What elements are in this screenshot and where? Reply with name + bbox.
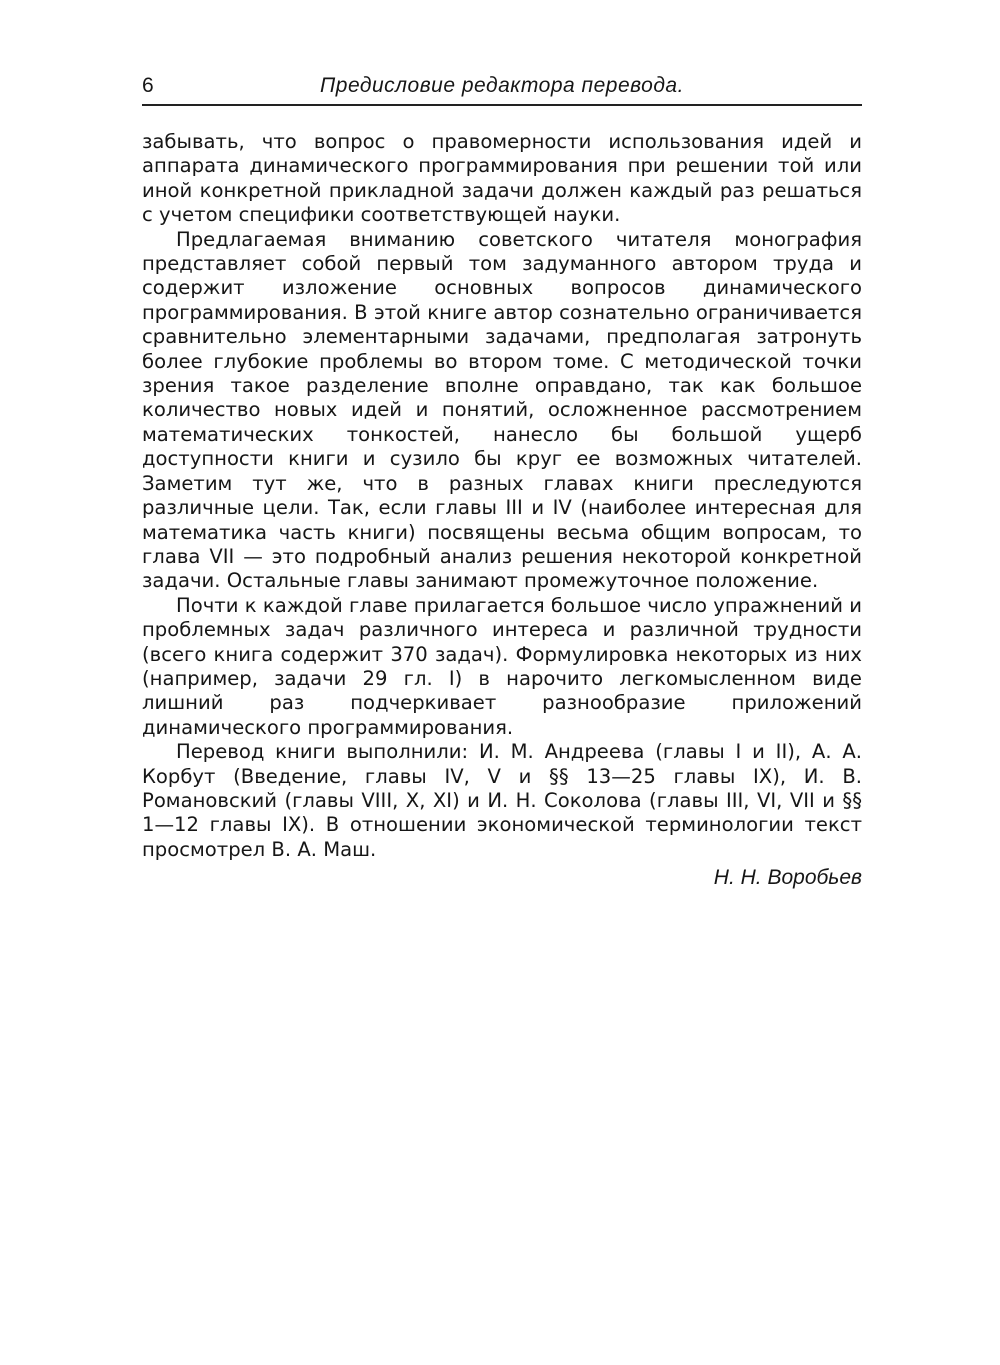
page-number: 6 — [142, 74, 154, 97]
page — [142, 70, 862, 890]
signature: Н. Н. Воробьев — [713, 866, 862, 890]
paragraph-3: Почти к каждой главе прилагается большое число упражнений и проблемных задач различного интереса и различной трудности (всего книга содержит 370 задач). Формулировка некоторых из них (например, задачи 29 гл. I) в нарочито легкомысленном виде лишний раз подчеркивает разнообразие приложений динамического программирования. — [142, 593, 862, 739]
paragraph-1: забывать, что вопрос о правомерности использования идей и аппарата динамического программирования при решении той или иной конкретной прикладной задачи должен каждый раз решаться с учетом специфики соответствующей науки. — [142, 130, 862, 227]
header-rule — [142, 104, 862, 106]
paragraph-2: Предлагаемая вниманию советского читателя монография представляет собой первый том задуманного автором труда и содержит изложение основных вопросов динамического программирования. В этой книге автор сознательно ограничивается сравнительно элементарными задачами, предполагая затронуть более глубокие проблемы во втором томе. С методической точки зрения такое разделение вполне оправдано, так как большое количество новых идей и понятий, осложненное рассмотрением математических тонкостей, нанесло бы большой ущерб доступности книги и сузило бы круг ее возможных читателей. Заметим тут же, что в разных главах книги преследуются различные цели. Так, если главы III и IV (наиболее интересная для математика часть книги) посвящены весьма общим вопросам, то глава VII — это подробный анализ решения некоторой конкретной задачи. Остальные главы занимают промежуточное положение. — [142, 227, 862, 593]
running-head — [142, 70, 862, 100]
running-title: Предисловие редактора перевода. — [320, 74, 684, 97]
paragraph-4: Перевод книги выполнили: И. М. Андреева (главы I и II), А. А. Корбут (Введение, главы IV, V и §§ 13—25 главы IX), И. В. Романовский (главы VIII, X, XI) и И. Н. Соколова (главы III, VI, VII и §§ 1—12 главы IX). В отношении экономической терминологии текст просмотрел В. А. Маш. — [142, 740, 862, 861]
body-text — [142, 130, 862, 862]
